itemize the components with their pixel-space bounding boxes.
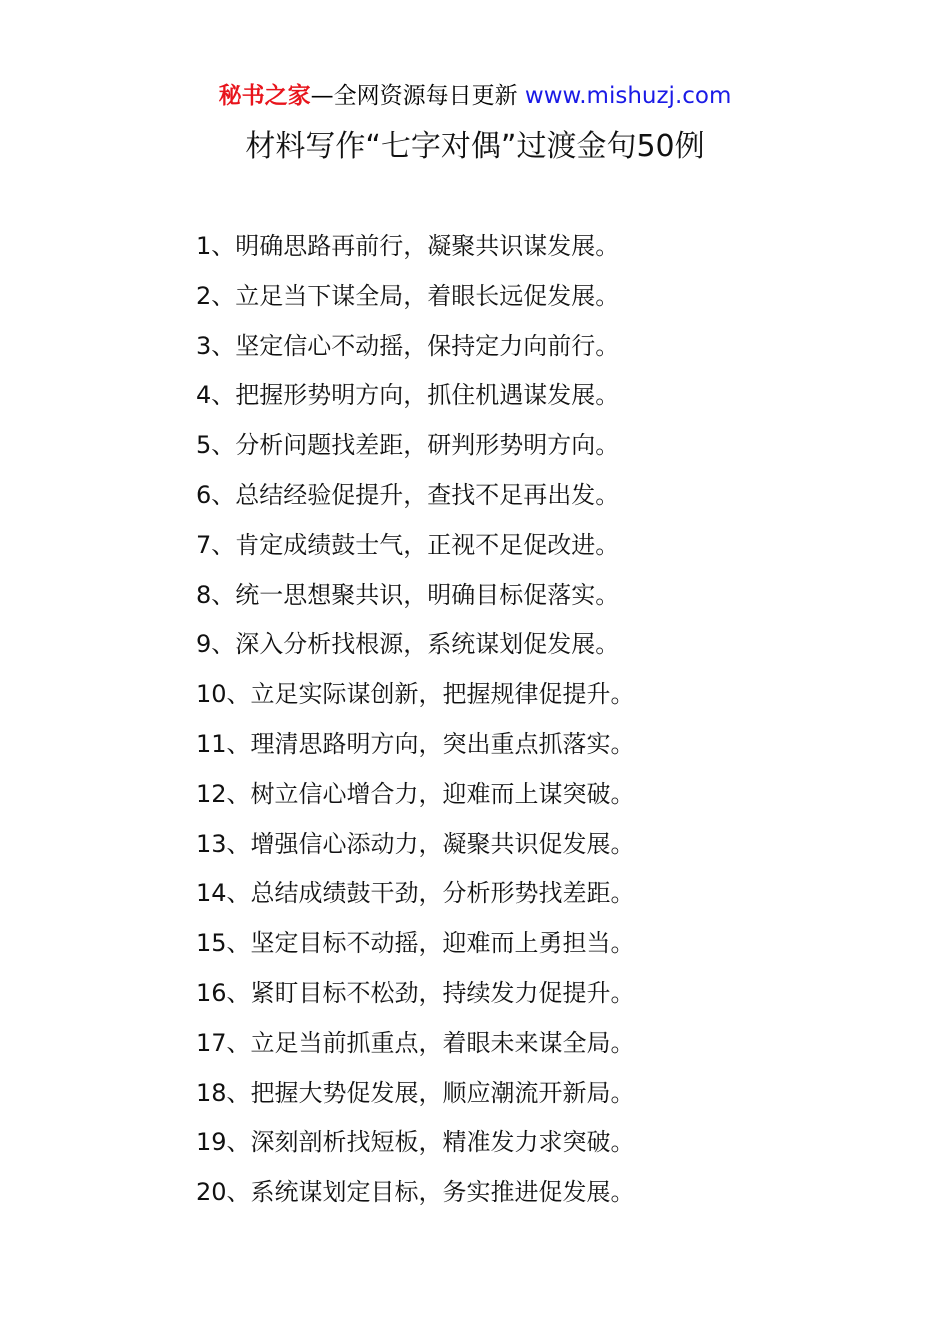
phrase-item: 5、分析问题找差距，研判形势明方向。 — [196, 431, 620, 460]
phrase-item: 1、明确思路再前行，凝聚共识谋发展。 — [196, 232, 620, 260]
phrase-item: 13、增强信心添动力，凝聚共识促发展。 — [196, 829, 635, 858]
phrase-item: 2、立足当下谋全局，着眼长远促发展。 — [196, 281, 620, 310]
phrase-item: 8、统一思想聚共识，明确目标促落实。 — [196, 580, 620, 609]
phrase-item: 6、总结经验促提升，查找不足再出发。 — [196, 480, 620, 509]
phrase-item: 17、立足当前抓重点，着眼未来谋全局。 — [196, 1028, 635, 1057]
phrase-item: 7、肯定成绩鼓士气，正视不足促改进。 — [196, 530, 620, 559]
site-url-link[interactable]: www.mishuzj.com — [524, 83, 732, 109]
phrase-item: 16、紧盯目标不松劲，持续发力促提升。 — [196, 978, 635, 1007]
phrase-item: 4、把握形势明方向，抓住机遇谋发展。 — [196, 381, 620, 410]
phrase-item: 10、立足实际谋创新，把握规律促提升。 — [196, 680, 635, 709]
site-header — [0, 80, 950, 112]
site-tagline: —全网资源每日更新 — [310, 83, 525, 109]
phrase-item: 18、把握大势促发展，顺应潮流开新局。 — [196, 1078, 635, 1107]
phrase-item: 20、系统谋划定目标，务实推进促发展。 — [196, 1178, 635, 1207]
phrase-item: 15、坚定目标不动摇，迎难而上勇担当。 — [196, 929, 635, 958]
phrase-item: 9、深入分析找根源，系统谋划促发展。 — [196, 630, 620, 659]
phrase-item: 11、理清思路明方向，突出重点抓落实。 — [196, 729, 635, 758]
document-title: 材料写作“七字对偶”过渡金句50例 — [245, 129, 705, 164]
phrase-item: 14、总结成绩鼓干劲，分析形势找差距。 — [196, 879, 635, 908]
phrase-list — [196, 222, 635, 1218]
brand-name: 秘书之家 — [218, 83, 311, 109]
phrase-item: 3、坚定信心不动摇，保持定力向前行。 — [196, 331, 620, 360]
phrase-item: 12、树立信心增合力，迎难而上谋突破。 — [196, 779, 635, 808]
phrase-item: 19、深刻剖析找短板，精准发力求突破。 — [196, 1128, 635, 1157]
